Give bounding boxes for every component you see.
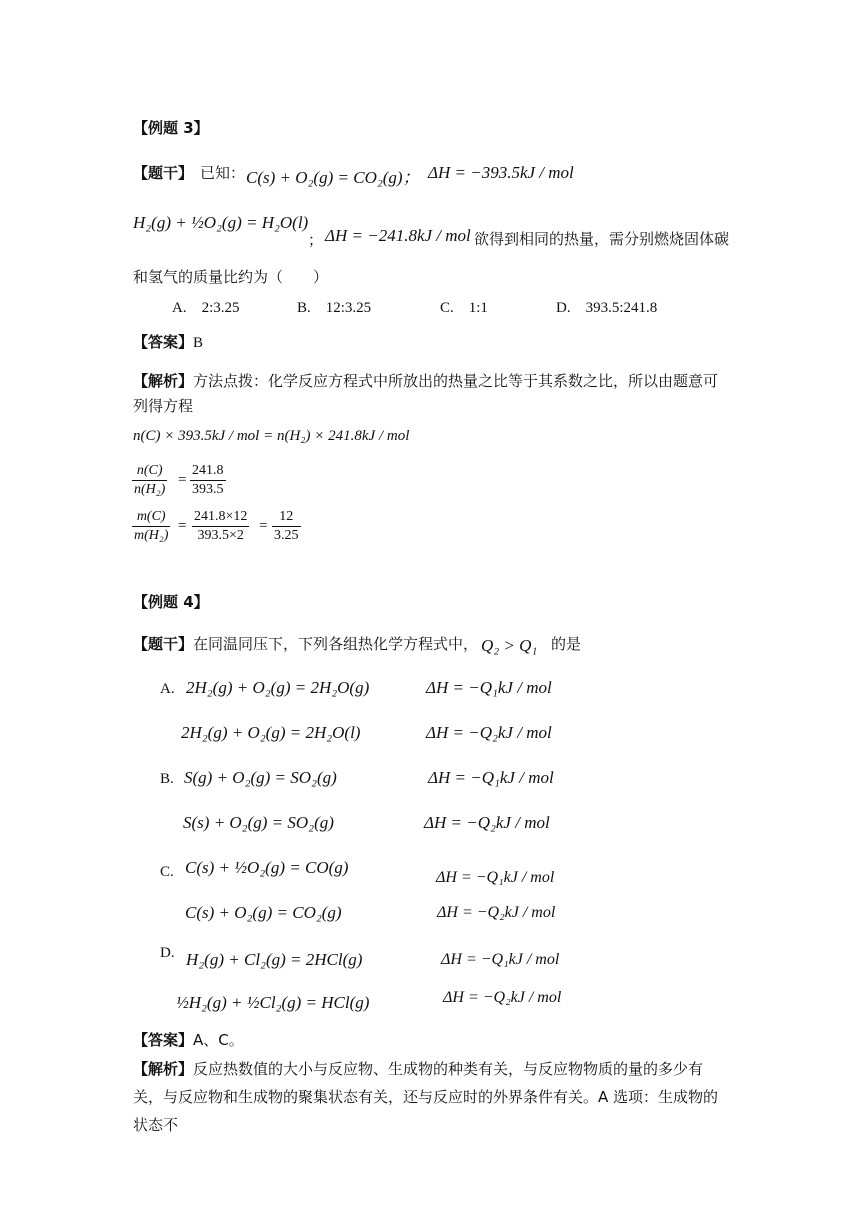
example-4-heading: 【例题 4】	[133, 593, 209, 611]
enthalpy-carbon: ΔH = −393.5kJ / mol	[428, 163, 574, 182]
option-c: C. 1:1	[440, 300, 488, 316]
answer-value: A、C。	[193, 1031, 244, 1049]
option-c-equation-2: C(s) + O₂(g) = CO₂(g)	[185, 903, 342, 922]
option-d-label: D.	[160, 945, 175, 961]
calculation-equation: n(C) × 393.5kJ / mol = n(H₂) × 241.8kJ / mol	[133, 428, 410, 444]
question-text-line2: 和氢气的质量比约为（ ）	[133, 268, 329, 286]
analysis-paragraph	[133, 369, 733, 419]
option-d-equation-1: H₂(g) + Cl₂(g) = 2HCl(g)	[186, 950, 363, 969]
equals-sign: =	[178, 518, 187, 534]
equation-hydrogen-combustion: H₂(g) + ½O₂(g) = H₂O(l)	[133, 213, 309, 232]
fraction-enthalpy-ratio	[190, 462, 226, 499]
option-a-equation-1: 2H₂(g) + O₂(g) = 2H₂O(g)	[186, 678, 370, 697]
option-a-enthalpy-2: ΔH = −Q₂kJ / mol	[426, 723, 552, 742]
answer-row	[133, 332, 203, 353]
analysis-paragraph	[133, 1055, 733, 1139]
option-a-label: A.	[160, 681, 175, 697]
fraction-numerator: m(C)	[136, 509, 166, 524]
fraction-moles-ratio	[132, 462, 167, 499]
option-b-enthalpy-1: ΔH = −Q₁kJ / mol	[428, 768, 554, 787]
equals-sign: =	[178, 472, 187, 488]
option-b-enthalpy-2: ΔH = −Q₂kJ / mol	[424, 813, 550, 832]
fraction-product-ratio	[192, 508, 249, 545]
fraction-numerator: n(C)	[136, 463, 163, 478]
option-b-equation-2: S(s) + O₂(g) = SO₂(g)	[183, 813, 334, 832]
option-b-label: B.	[160, 771, 174, 787]
question-row	[133, 634, 478, 654]
example-3-heading: 【例题 3】	[133, 119, 209, 137]
option-d-equation-2: ½H₂(g) + ½Cl₂(g) = HCl(g)	[176, 993, 370, 1012]
fraction-numerator: 241.8×12	[194, 509, 248, 524]
option-c-label: C.	[160, 864, 174, 880]
option-a-equation-2: 2H₂(g) + O₂(g) = 2H₂O(l)	[181, 723, 361, 742]
analysis-label: 【解析】	[133, 372, 194, 390]
option-b: B. 12:3.25	[297, 300, 372, 316]
fraction-denominator: 3.25	[274, 528, 299, 543]
fraction-mass-ratio	[132, 508, 170, 545]
fraction-denominator: 393.5×2	[197, 528, 244, 543]
analysis-label: 【解析】	[133, 1060, 194, 1078]
answer-label: 【答案】	[133, 1031, 194, 1049]
option-a: A. 2:3.25	[172, 300, 240, 316]
analysis-text: 反应热数值的大小与反应物、生成物的种类有关，与反应物物质的量的多少有关，与反应物和生成物的聚集状态有关，还与反应时的外界条件有关。A 选项：生成物的状态不	[133, 1060, 719, 1134]
known-label: 已知：	[200, 164, 246, 182]
question-text: 欲得到相同的热量，需分别燃烧固体碳	[474, 230, 730, 248]
option-a-enthalpy-1: ΔH = −Q₁kJ / mol	[426, 678, 552, 697]
option-c-enthalpy-1: ΔH = −Q₁kJ / mol	[436, 869, 555, 886]
question-stem-label: 【题干】	[133, 635, 194, 653]
fraction-denominator: 393.5	[192, 482, 224, 497]
condition-q2-greater-q1: Q₂ > Q₁	[481, 636, 538, 655]
analysis-text: 方法点拨：化学反应方程式中所放出的热量之比等于其系数之比，所以由题意可列得方程	[133, 372, 719, 415]
equals-sign: =	[259, 518, 268, 534]
fraction-result	[272, 508, 301, 545]
option-c-enthalpy-2: ΔH = −Q₂kJ / mol	[437, 904, 556, 921]
fraction-numerator: 12	[279, 509, 294, 524]
fraction-numerator: 241.8	[192, 463, 224, 478]
answer-row	[133, 1030, 244, 1050]
option-c-equation-1: C(s) + ½O₂(g) = CO(g)	[185, 858, 349, 877]
fraction-denominator: n(H₂)	[134, 482, 166, 497]
equation-carbon-combustion: C(s) + O₂(g) = CO₂(g)；	[246, 168, 420, 187]
option-d-enthalpy-2: ΔH = −Q₂kJ / mol	[443, 989, 562, 1006]
question-text: 在同温同压下，下列各组热化学方程式中，	[193, 635, 479, 653]
option-d-enthalpy-1: ΔH = −Q₁kJ / mol	[441, 951, 560, 968]
question-stem-label: 【题干】	[133, 164, 194, 182]
question-tail: 的是	[551, 635, 582, 653]
answer-value: B	[193, 335, 204, 351]
answer-label: 【答案】	[133, 333, 194, 351]
enthalpy-hydrogen: ΔH = −241.8kJ / mol	[325, 226, 471, 245]
separator: ；	[308, 231, 324, 249]
fraction-denominator: m(H₂)	[134, 528, 169, 543]
option-d: D. 393.5:241.8	[556, 300, 658, 316]
option-b-equation-1: S(g) + O₂(g) = SO₂(g)	[184, 768, 337, 787]
